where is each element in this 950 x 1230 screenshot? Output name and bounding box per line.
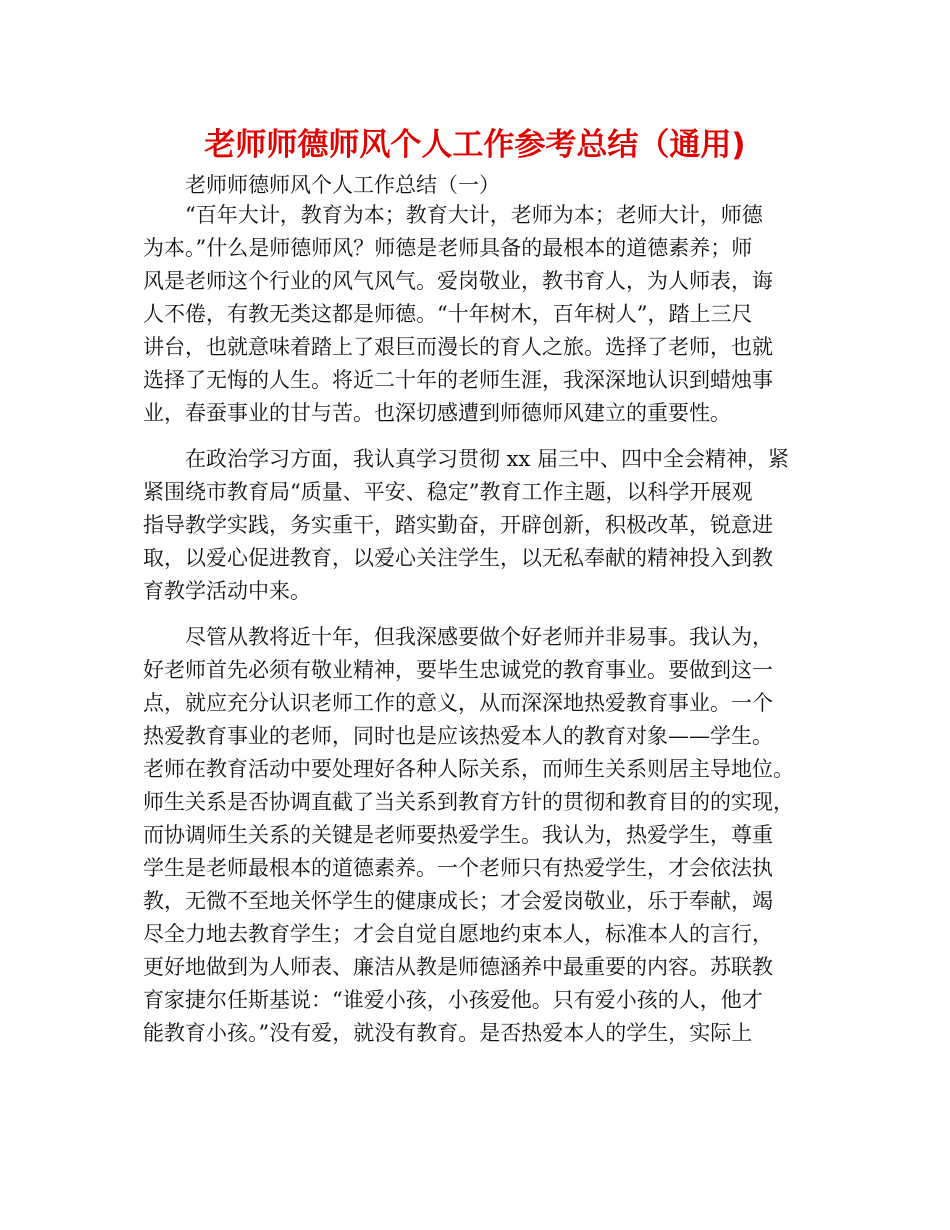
text-line: 尽全力地去教育学生；才会自觉自愿地约束本人，标准本人的言行， (143, 922, 773, 946)
text-line: 而协调师生关系的关键是老师要热爱学生。我认为，热爱学生，尊重 (143, 823, 773, 847)
document-title: 老师师德师风个人工作参考总结（通用) (204, 127, 746, 163)
text-line: 人不倦，有教无类这都是师德。“十年树木，百年树人”，踏上三尺 (143, 302, 753, 326)
text-line: “百年大计，教育为本；教育大计，老师为本；老师大计，师德 (185, 203, 763, 227)
text-line: 紧围绕市教育局“质量、平安、稳定”教育工作主题，以科学开展观 (143, 480, 753, 504)
text-line: 好老师首先必须有敬业精神，要毕生忠诚党的教育事业。要做到这一 (143, 658, 773, 682)
text-line: 老师在教育活动中要处理好各种人际关系，而师生关系则居主导地位。 (143, 757, 794, 781)
text-line: 指导教学实践，务实重干，踏实勤奋，开辟创新，积极改革，锐意进 (143, 513, 773, 537)
text-line: 取，以爱心促进教育，以爱心关注学生，以无私奉献的精神投入到教 (143, 546, 773, 570)
text-line: 教，无微不至地关怀学生的健康成长；才会爱岗敬业，乐于奉献，竭 (143, 889, 773, 913)
text-line: 点，就应充分认识老师工作的意义，从而深深地热爱教育事业。一个 (143, 691, 773, 715)
text-line: 师生关系是否协调直截了当关系到教育方针的贯彻和教育目的的实现， (143, 790, 794, 814)
text-line: 为本。”什么是师德师风？师德是老师具备的最根本的道德素养；师 (143, 236, 753, 260)
text-line: 讲台，也就意味着踏上了艰巨而漫长的育人之旅。选择了老师，也就 (143, 335, 773, 359)
text-line: 育教学活动中来。 (143, 579, 311, 603)
text-line: 业，春蚕事业的甘与苦。也深切感遭到师德师风建立的重要性。 (143, 401, 731, 425)
text-line: 学生是老师最根本的道德素养。一个老师只有热爱学生，才会依法执 (143, 856, 773, 880)
text-line: 育家捷尔任斯基说：“谁爱小孩，小孩爱他。只有爱小孩的人，他才 (143, 988, 763, 1012)
text-line: 热爱教育事业的老师，同时也是应该热爱本人的教育对象——学生。 (143, 724, 773, 748)
text-line: 风是老师这个行业的风气风气。爱岗敬业，教书育人，为人师表，诲 (143, 269, 773, 293)
text-line: 在政治学习方面，我认真学习贯彻 xx 届三中、四中全会精神，紧 (185, 447, 790, 471)
document-subtitle: 老师师德师风个人工作总结（一） (185, 173, 500, 197)
text-line: 选择了无悔的人生。将近二十年的老师生涯，我深深地认识到蜡烛事 (143, 368, 773, 392)
text-line: 更好地做到为人师表、廉洁从教是师德涵养中最重要的内容。苏联教 (143, 955, 773, 979)
text-line: 尽管从教将近十年，但我深感要做个好老师并非易事。我认为， (185, 625, 773, 649)
text-line: 能教育小孩。”没有爱，就没有教育。是否热爱本人的学生，实际上 (143, 1021, 753, 1045)
